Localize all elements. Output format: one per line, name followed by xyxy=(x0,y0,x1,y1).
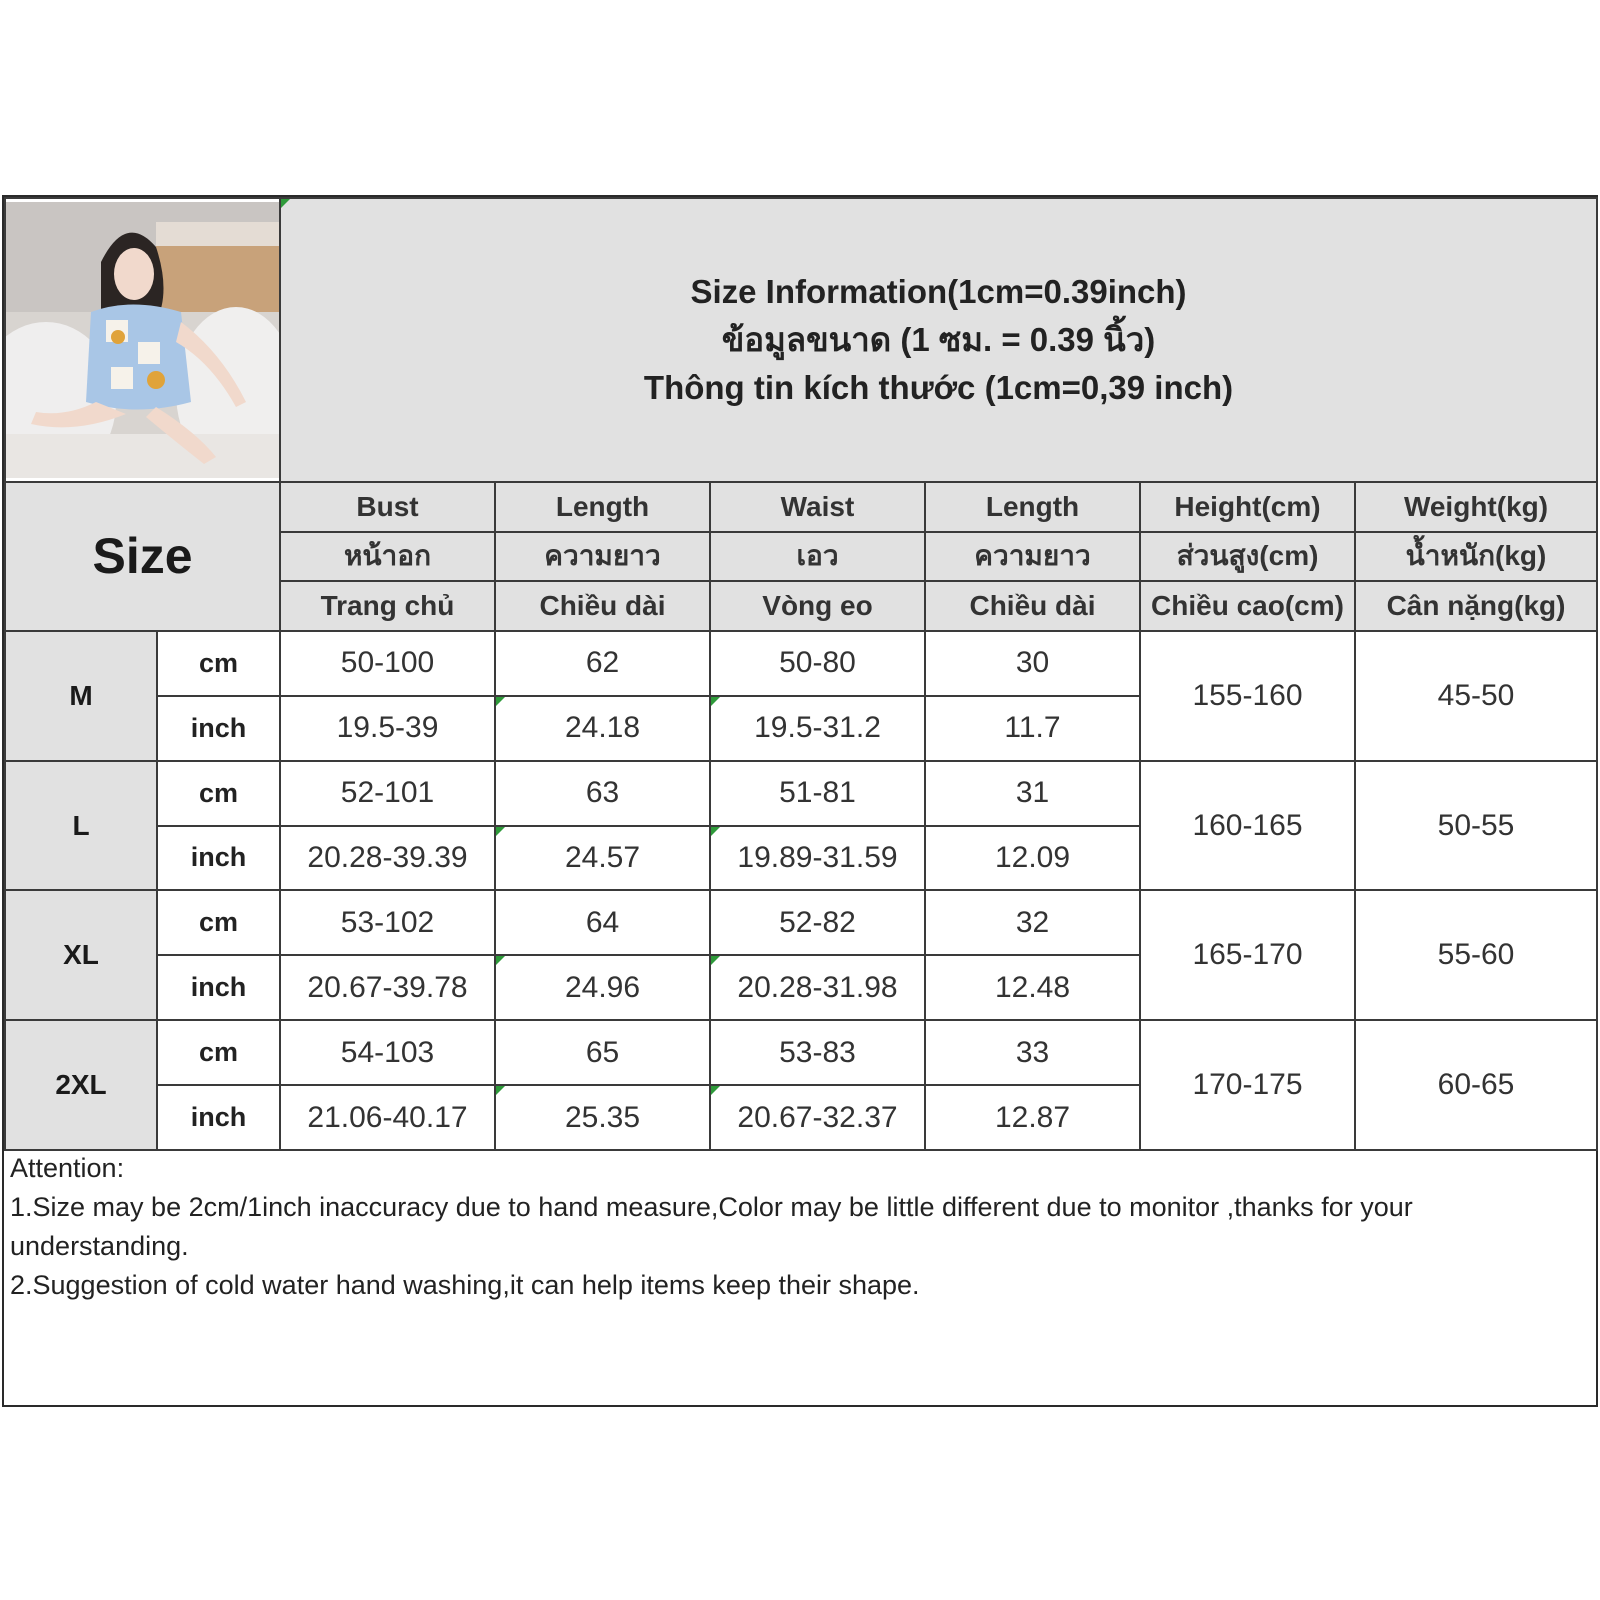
bust-cell: 52-101 xyxy=(280,761,495,826)
title-thai: ข้อมูลขนาด (1 ซม. = 0.39 นิ้ว) xyxy=(721,320,1156,358)
waist-cell: 20.28-31.98 xyxy=(710,955,925,1020)
header-height-th: ส่วนสูง(cm) xyxy=(1140,532,1355,582)
header-weight-vi: Cân nặng(kg) xyxy=(1355,581,1597,631)
header-weight-th: น้ำหนัก(kg) xyxy=(1355,532,1597,582)
attention-note-2: 2.Suggestion of cold water hand washing,it can help items keep their shape. xyxy=(10,1270,920,1300)
waist-cell: 53-83 xyxy=(710,1020,925,1085)
size-2xl-label: 2XL xyxy=(5,1020,157,1150)
attention-heading: Attention: xyxy=(10,1153,125,1183)
size-l-label: L xyxy=(5,761,157,891)
unit-cm-label: cm xyxy=(157,631,280,696)
pants-length-cell: 30 xyxy=(925,631,1140,696)
title-banner xyxy=(280,198,1597,482)
header-waist-en: Waist xyxy=(710,482,925,532)
table-row xyxy=(5,1020,1597,1085)
header-weight-en: Weight(kg) xyxy=(1355,482,1597,532)
pants-length-cell: 33 xyxy=(925,1020,1140,1085)
waist-cell: 50-80 xyxy=(710,631,925,696)
unit-inch-label: inch xyxy=(157,955,280,1020)
header-top-length-en: Length xyxy=(495,482,710,532)
header-bust-en: Bust xyxy=(280,482,495,532)
pants-length-cell: 12.09 xyxy=(925,826,1140,891)
attention-notes xyxy=(10,1149,1590,1305)
bust-cell: 20.67-39.78 xyxy=(280,955,495,1020)
bust-cell: 20.28-39.39 xyxy=(280,826,495,891)
table-row xyxy=(5,761,1597,826)
header-bust-vi: Trang chủ xyxy=(280,581,495,631)
waist-cell: 19.89-31.59 xyxy=(710,826,925,891)
header-bust-th: หน้าอก xyxy=(280,532,495,582)
header-pants-length-vi: Chiều dài xyxy=(925,581,1140,631)
header-height-en: Height(cm) xyxy=(1140,482,1355,532)
header-height-vi: Chiều cao(cm) xyxy=(1140,581,1355,631)
title-english: Size Information(1cm=0.39inch) xyxy=(690,272,1187,310)
product-photo xyxy=(5,198,280,482)
weight-cell: 45-50 xyxy=(1355,631,1597,761)
top-length-cell: 24.96 xyxy=(495,955,710,1020)
attention-note-1: 1.Size may be 2cm/1inch inaccuracy due to hand measure,Color may be little different due to monitor ,thanks for your understanding. xyxy=(10,1192,1413,1261)
height-cell: 155-160 xyxy=(1140,631,1355,761)
height-cell: 160-165 xyxy=(1140,761,1355,891)
header-top-length-vi: Chiều dài xyxy=(495,581,710,631)
height-cell: 170-175 xyxy=(1140,1020,1355,1150)
title-vietnamese: Thông tin kích thước (1cm=0,39 inch) xyxy=(643,368,1234,406)
bust-cell: 53-102 xyxy=(280,890,495,955)
top-length-cell: 24.18 xyxy=(495,696,710,761)
unit-inch-label: inch xyxy=(157,696,280,761)
unit-cm-label: cm xyxy=(157,1020,280,1085)
model-photo-image xyxy=(6,202,279,478)
height-cell: 165-170 xyxy=(1140,890,1355,1020)
waist-cell: 52-82 xyxy=(710,890,925,955)
bust-cell: 54-103 xyxy=(280,1020,495,1085)
pants-length-cell: 12.87 xyxy=(925,1085,1140,1150)
weight-cell: 50-55 xyxy=(1355,761,1597,891)
pants-length-cell: 31 xyxy=(925,761,1140,826)
size-m-label: M xyxy=(5,631,157,761)
size-xl-label: XL xyxy=(5,890,157,1020)
top-length-cell: 64 xyxy=(495,890,710,955)
top-length-cell: 24.57 xyxy=(495,826,710,891)
waist-cell: 20.67-32.37 xyxy=(710,1085,925,1150)
table-row xyxy=(5,631,1597,696)
header-pants-length-en: Length xyxy=(925,482,1140,532)
bust-cell: 21.06-40.17 xyxy=(280,1085,495,1150)
weight-cell: 55-60 xyxy=(1355,890,1597,1020)
top-length-cell: 63 xyxy=(495,761,710,826)
bust-cell: 50-100 xyxy=(280,631,495,696)
unit-cm-label: cm xyxy=(157,761,280,826)
pants-length-cell: 12.48 xyxy=(925,955,1140,1020)
top-length-cell: 62 xyxy=(495,631,710,696)
pants-length-cell: 11.7 xyxy=(925,696,1140,761)
weight-cell: 60-65 xyxy=(1355,1020,1597,1150)
header-top-length-th: ความยาว xyxy=(495,532,710,582)
header-waist-th: เอว xyxy=(710,532,925,582)
header-waist-vi: Vòng eo xyxy=(710,581,925,631)
bust-cell: 19.5-39 xyxy=(280,696,495,761)
unit-inch-label: inch xyxy=(157,826,280,891)
waist-cell: 51-81 xyxy=(710,761,925,826)
top-length-cell: 65 xyxy=(495,1020,710,1085)
pants-length-cell: 32 xyxy=(925,890,1140,955)
size-table xyxy=(4,197,1598,1151)
unit-inch-label: inch xyxy=(157,1085,280,1150)
size-header-cell xyxy=(5,482,280,631)
table-row xyxy=(5,890,1597,955)
size-header-label: Size xyxy=(92,528,193,585)
top-length-cell: 25.35 xyxy=(495,1085,710,1150)
size-chart-sheet xyxy=(2,195,1598,1407)
waist-cell: 19.5-31.2 xyxy=(710,696,925,761)
header-pants-length-th: ความยาว xyxy=(925,532,1140,582)
unit-cm-label: cm xyxy=(157,890,280,955)
